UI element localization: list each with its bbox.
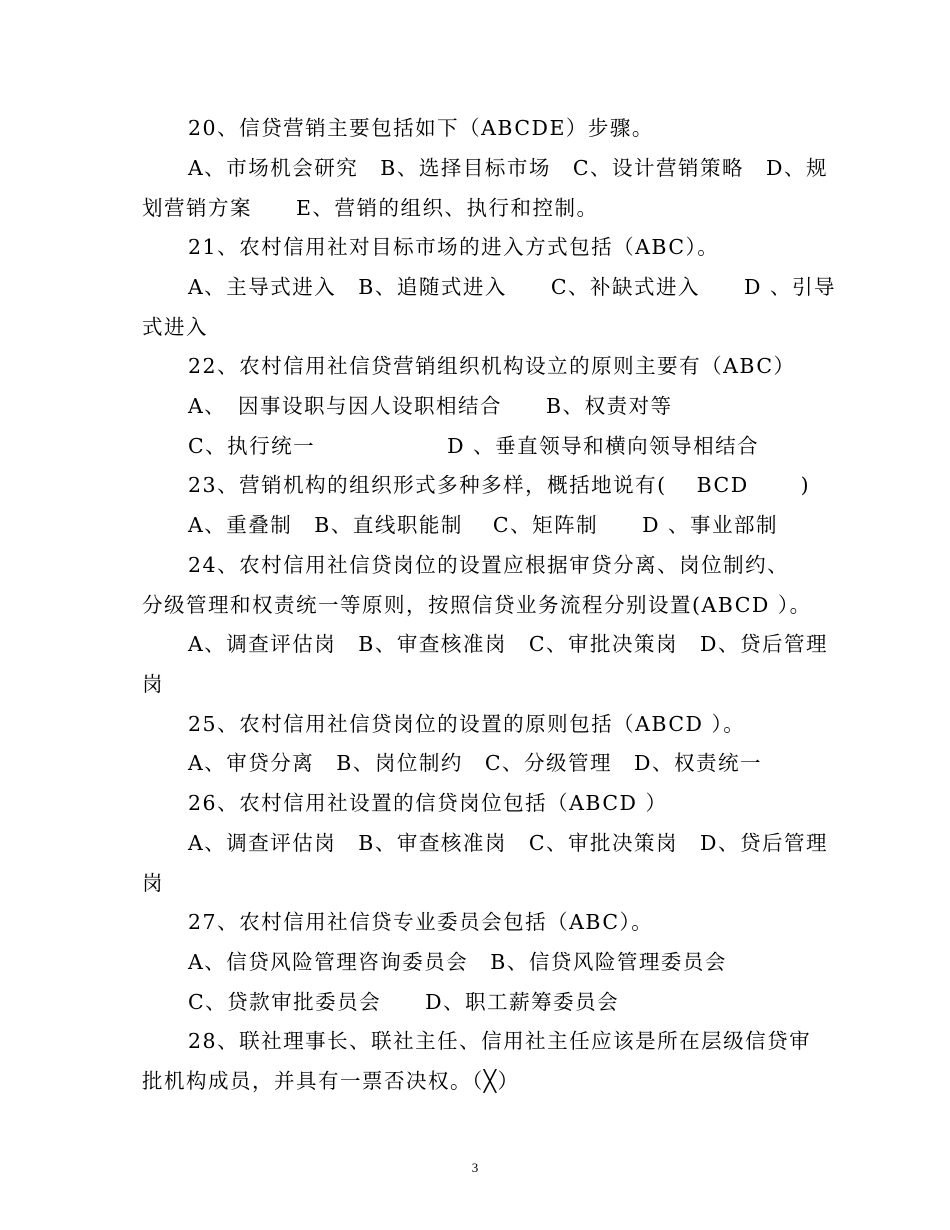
question-24-line2: 分级管理和权责统一等原则，按照信贷业务流程分别设置(ABCD ）。 — [142, 593, 812, 617]
question-22: 22、农村信用社信贷营销组织机构设立的原则主要有（ABC） — [188, 354, 796, 378]
options-20-line2: 划营销方案 E、营销的组织、执行和控制。 — [142, 196, 599, 220]
question-25: 25、农村信用社信贷岗位的设置的原则包括（ABCD ）。 — [188, 712, 746, 736]
options-24-line1: A、调查评估岗 B、审查核准岗 C、审批决策岗 D、贷后管理 — [188, 632, 828, 656]
options-25: A、审贷分离 B、岗位制约 C、分级管理 D、权责统一 — [188, 751, 762, 775]
options-27-line2: C、贷款审批委员会 D、职工薪筹委员会 — [188, 990, 620, 1014]
question-27: 27、农村信用社信贷专业委员会包括（ABC）。 — [188, 910, 654, 934]
question-20: 20、信贷营销主要包括如下（ABCDE）步骤。 — [188, 116, 654, 140]
options-22-line2: C、执行统一 D 、垂直领导和横向领导相结合 — [188, 434, 760, 458]
question-24-line1: 24、农村信用社信贷岗位的设置应根据审贷分离、岗位制约、 — [188, 553, 790, 577]
options-20-line1: A、市场机会研究 B、选择目标市场 C、设计营销策略 D、规 — [188, 156, 828, 180]
options-26-line2: 岗 — [142, 871, 164, 895]
options-21-line2: 式进入 — [142, 315, 208, 339]
question-21: 21、农村信用社对目标市场的进入方式包括（ABC）。 — [188, 235, 720, 259]
options-27-line1: A、信贷风险管理咨询委员会 B、信贷风险管理委员会 — [188, 950, 727, 974]
question-28-line1: 28、联社理事长、联社主任、信用社主任应该是所在层级信贷审 — [188, 1029, 812, 1053]
question-23: 23、营销机构的组织形式多种多样，概括地说有( BCD ) — [188, 473, 811, 497]
question-26: 26、农村信用社设置的信贷岗位包括（ABCD ） — [188, 791, 668, 815]
options-24-line2: 岗 — [142, 672, 164, 696]
options-23: A、重叠制 B、直线职能制 C、矩阵制 D 、事业部制 — [188, 513, 779, 537]
page-number: 3 — [471, 1160, 479, 1175]
options-26-line1: A、调查评估岗 B、审查核准岗 C、审批决策岗 D、贷后管理 — [188, 831, 828, 855]
options-22-line1: A、 因事设职与因人设职相结合 B、权责对等 — [188, 394, 673, 418]
options-21-line1: A、主导式进入 B、追随式进入 C、补缺式进入 D 、引导 — [188, 275, 837, 299]
question-28-line2: 批机构成员，并具有一票否决权。（╳） — [142, 1069, 520, 1093]
